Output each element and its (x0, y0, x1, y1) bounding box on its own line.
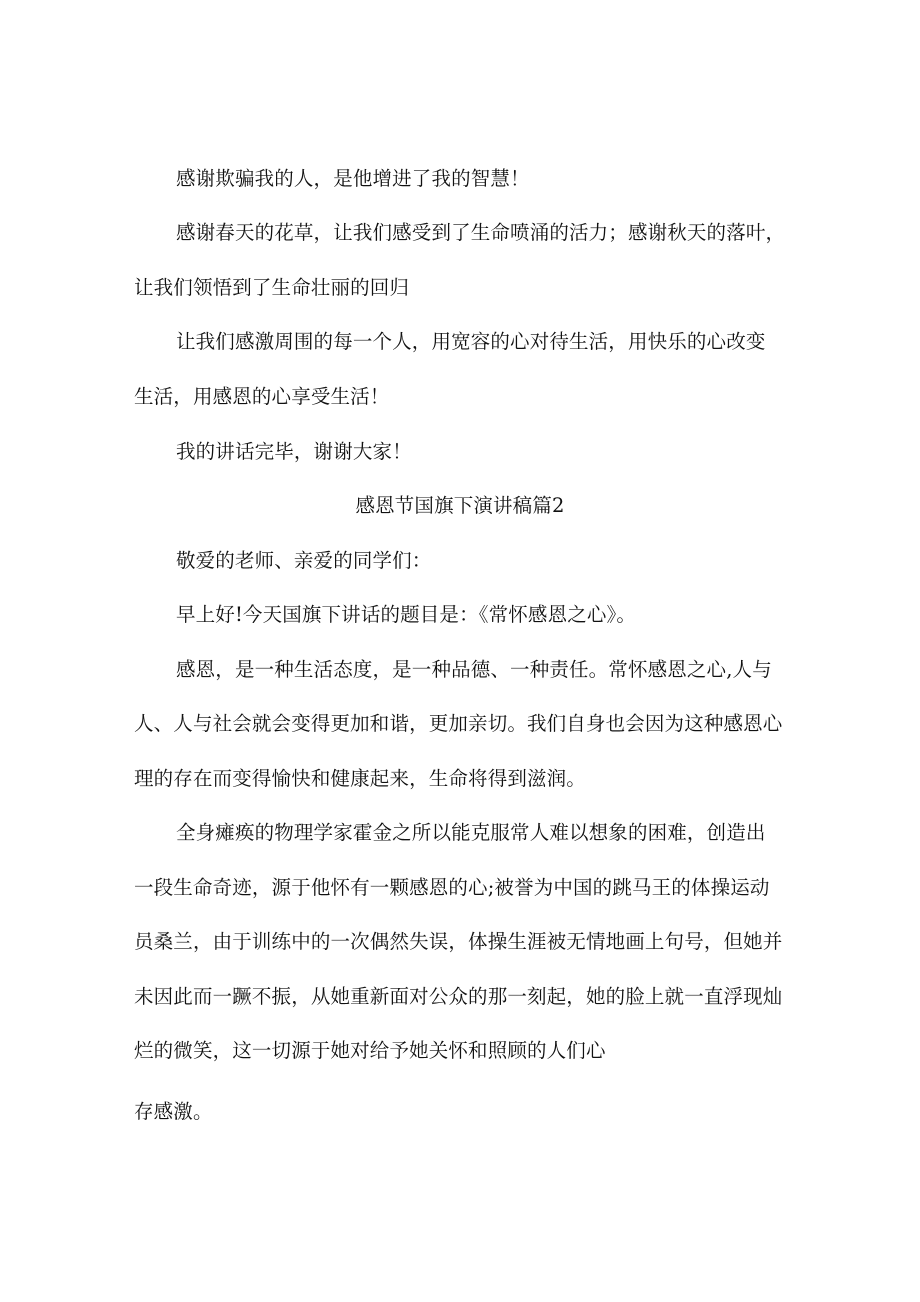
paragraph-line: 感谢春天的花草，让我们感受到了生命喷涌的活力；感谢秋天的落叶， (176, 221, 786, 244)
paragraph-line: 生活，用感恩的心享受生活！ (134, 385, 390, 408)
greeting-line: 敬爱的老师、亲爱的同学们： (176, 549, 432, 572)
paragraph-line: 存感激。 (134, 1100, 213, 1123)
paragraph-line: 早上好!今天国旗下讲话的题目是：《常怀感恩之心》。 (176, 603, 637, 626)
paragraph-line: 让我们感激周围的每一个人，用宽容的心对待生活，用快乐的心改变 (176, 330, 766, 353)
paragraph-line: 一段生命奇迹，源于他怀有一颗感恩的心;被誉为中国的跳马王的体操运动 (134, 876, 770, 899)
section-title: 感恩节国旗下演讲稿篇2 (355, 494, 565, 517)
paragraph-line: 人、人与社会就会变得更加和谐，更加亲切。我们自身也会因为这种感恩心 (134, 712, 783, 735)
paragraph-line: 我的讲话完毕，谢谢大家！ (176, 440, 412, 463)
paragraph-line: 让我们领悟到了生命壮丽的回归 (134, 276, 410, 299)
paragraph-line: 感恩，是一种生活态度，是一种品德、一种责任。常怀感恩之心,人与 (176, 658, 772, 681)
paragraph-line: 未因此而一蹶不振，从她重新面对公众的那一刻起，她的脸上就一直浮现灿 (134, 985, 783, 1008)
paragraph-line: 员桑兰，由于训练中的一次偶然失误，体操生涯被无情地画上句号，但她并 (134, 930, 783, 953)
paragraph-line: 烂的微笑，这一切源于她对给予她关怀和照顾的人们心 (134, 1039, 606, 1062)
paragraph-line: 感谢欺骗我的人，是他增进了我的智慧！ (176, 167, 530, 190)
paragraph-line: 理的存在而变得愉快和健康起来，生命将得到滋润。 (134, 767, 586, 790)
paragraph-line: 全身瘫痪的物理学家霍金之所以能克服常人难以想象的困难，创造出 (176, 821, 766, 844)
